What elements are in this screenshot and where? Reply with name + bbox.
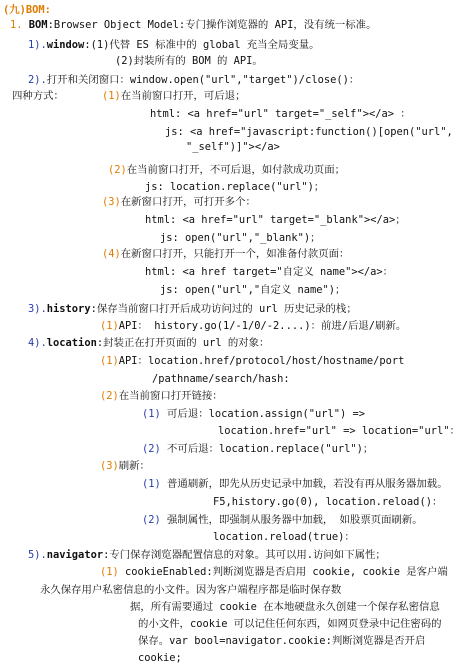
navigator-number: 5). (28, 549, 47, 561)
location-api-text-1: API：location.href/protocol/host/hostname/port (118, 355, 405, 367)
open-item-4 (102, 248, 349, 261)
location-force-number: (2) (142, 514, 161, 526)
open-item-3 (102, 196, 256, 209)
location-description: :封装正在打开页面的 url 的对象： (96, 337, 270, 349)
section-heading: (九)BOM: (3, 4, 51, 16)
location-api (100, 355, 404, 368)
open-title: 打开和关闭窗口：window.open("url","target")/close()： (46, 74, 360, 86)
location-api-text-2: /pathname/search/hash: (152, 373, 290, 385)
location-force-text-1: 强制属性，即强制从服务器中加载， 如股票页面刷新。 (167, 514, 423, 526)
navigator-cookie-text-4: 的小文件，cookie 可以记住任何东西，如网页登录中记住密码的 (138, 618, 442, 630)
navigator-cookie-text-3: 据，所有需要通过 cookie 在本地硬盘永久创建一个保存私密信息 (130, 601, 440, 613)
location-noback-number: (2) (142, 443, 161, 455)
window-line (28, 39, 320, 52)
window-term: window (46, 39, 85, 51)
open-item-2-text: 在当前窗口打开，不可后退，如付款成功页面； (126, 164, 345, 176)
navigator-term: navigator (46, 549, 104, 561)
location-refresh-text: 刷新： (118, 460, 150, 472)
open-item-3-js: js: open("url","_blank")； (160, 232, 321, 244)
location-line (28, 337, 269, 350)
navigator-cookie-text-1: cookieEnabled:判断浏览器是否启用 cookie, cookie 是客户端 (125, 566, 448, 578)
bom-line (10, 19, 376, 32)
location-force-text-2: location.reload(true)： (213, 531, 355, 543)
history-term: history (46, 303, 91, 315)
location-jump-text: 在当前窗口打开链接： (118, 390, 223, 402)
location-noback-text: 不可后退：location.replace("url")； (167, 443, 374, 455)
open-title-line (28, 74, 359, 87)
window-description-2: (2)封装所有的 BOM 的 API。 (115, 55, 263, 67)
open-item-4-js: js: open("url","自定义 name")； (160, 284, 346, 296)
bom-number: 1. (10, 19, 23, 31)
history-api (100, 320, 406, 333)
open-number: 2). (28, 74, 47, 86)
four-methods-label: 四种方式： (12, 90, 64, 102)
navigator-line (28, 549, 386, 562)
bom-description: :Browser Object Model:专门操作浏览器的 API，没有统一标准。 (47, 19, 377, 31)
open-item-3-text: 在新窗口打开，可打开多个： (120, 196, 256, 208)
open-item-1-number: (1) (102, 90, 121, 102)
location-refresh (100, 460, 150, 473)
window-number: 1). (28, 39, 47, 51)
navigator-cookie-text-6: cookie; (138, 652, 182, 664)
location-back (142, 408, 365, 421)
open-item-3-html: html: <a href="url" target="_blank"></a>； (145, 214, 406, 226)
open-item-1-text: 在当前窗口打开，可后退； (120, 90, 246, 102)
open-item-4-text: 在新窗口打开，只能打开一个，如准备付款页面： (120, 248, 350, 260)
navigator-cookie-text-5: 保存。var bool=navigator.cookie:判断浏览器是否开启 (138, 635, 426, 647)
open-item-2-js: js: location.replace("url")； (145, 181, 325, 193)
location-api-number: (1) (100, 355, 119, 367)
location-normal-text-1: 普通刷新，即先从历史记录中加载，若没有再从服务器加载。 (167, 478, 448, 490)
navigator-cookie-text-2: 永久保存用户私密信息的小文件。因为客户端程序都是临时保存数 (40, 584, 342, 596)
location-refresh-number: (3) (100, 460, 119, 472)
location-jump-number: (2) (100, 390, 119, 402)
open-item-1-html: html: <a href="url" target="_self"></a> ： (150, 108, 411, 120)
location-number: 4). (28, 337, 47, 349)
open-item-2-number: (2) (108, 164, 127, 176)
open-item-2 (108, 164, 345, 177)
location-noback (142, 443, 373, 456)
navigator-description: :专门保存浏览器配置信息的对象。其可以用.访问如下属性； (103, 549, 386, 561)
location-normal-text-2: F5,history.go(0), location.reload()： (213, 496, 443, 508)
window-description-1: :(1)代替 ES 标准中的 global 充当全局变量。 (84, 39, 320, 51)
location-force-refresh (142, 514, 423, 527)
history-api-text: API： history.go(1/-1/0/-2....)：前进/后退/刷新。 (118, 320, 407, 332)
navigator-cookie (100, 566, 448, 579)
history-number: 3). (28, 303, 47, 315)
open-item-1 (102, 90, 245, 103)
open-item-4-html: html: <a href target="自定义 name"></a>： (145, 266, 393, 278)
history-description: :保存当前窗口打开后成功访问过的 url 历史记录的栈； (90, 303, 357, 315)
open-item-1-js-2: "_self")]"></a> (186, 141, 280, 153)
open-item-3-number: (3) (102, 196, 121, 208)
location-back-text-1: 可后退：location.assign("url") => (167, 408, 366, 420)
open-item-1-js-1: js: <a href="javascript:function()[open("url", (165, 126, 453, 138)
history-api-number: (1) (100, 320, 119, 332)
location-back-number: (1) (142, 408, 161, 420)
location-jump (100, 390, 223, 403)
open-item-4-number: (4) (102, 248, 121, 260)
location-normal-number: (1) (142, 478, 161, 490)
bom-term: BOM (28, 19, 48, 31)
location-back-text-2: location.href="url" => location="url"： (218, 425, 460, 437)
navigator-cookie-number: (1) (100, 566, 119, 578)
location-normal-refresh (142, 478, 448, 491)
location-term: location (46, 337, 97, 349)
history-line (28, 303, 357, 316)
